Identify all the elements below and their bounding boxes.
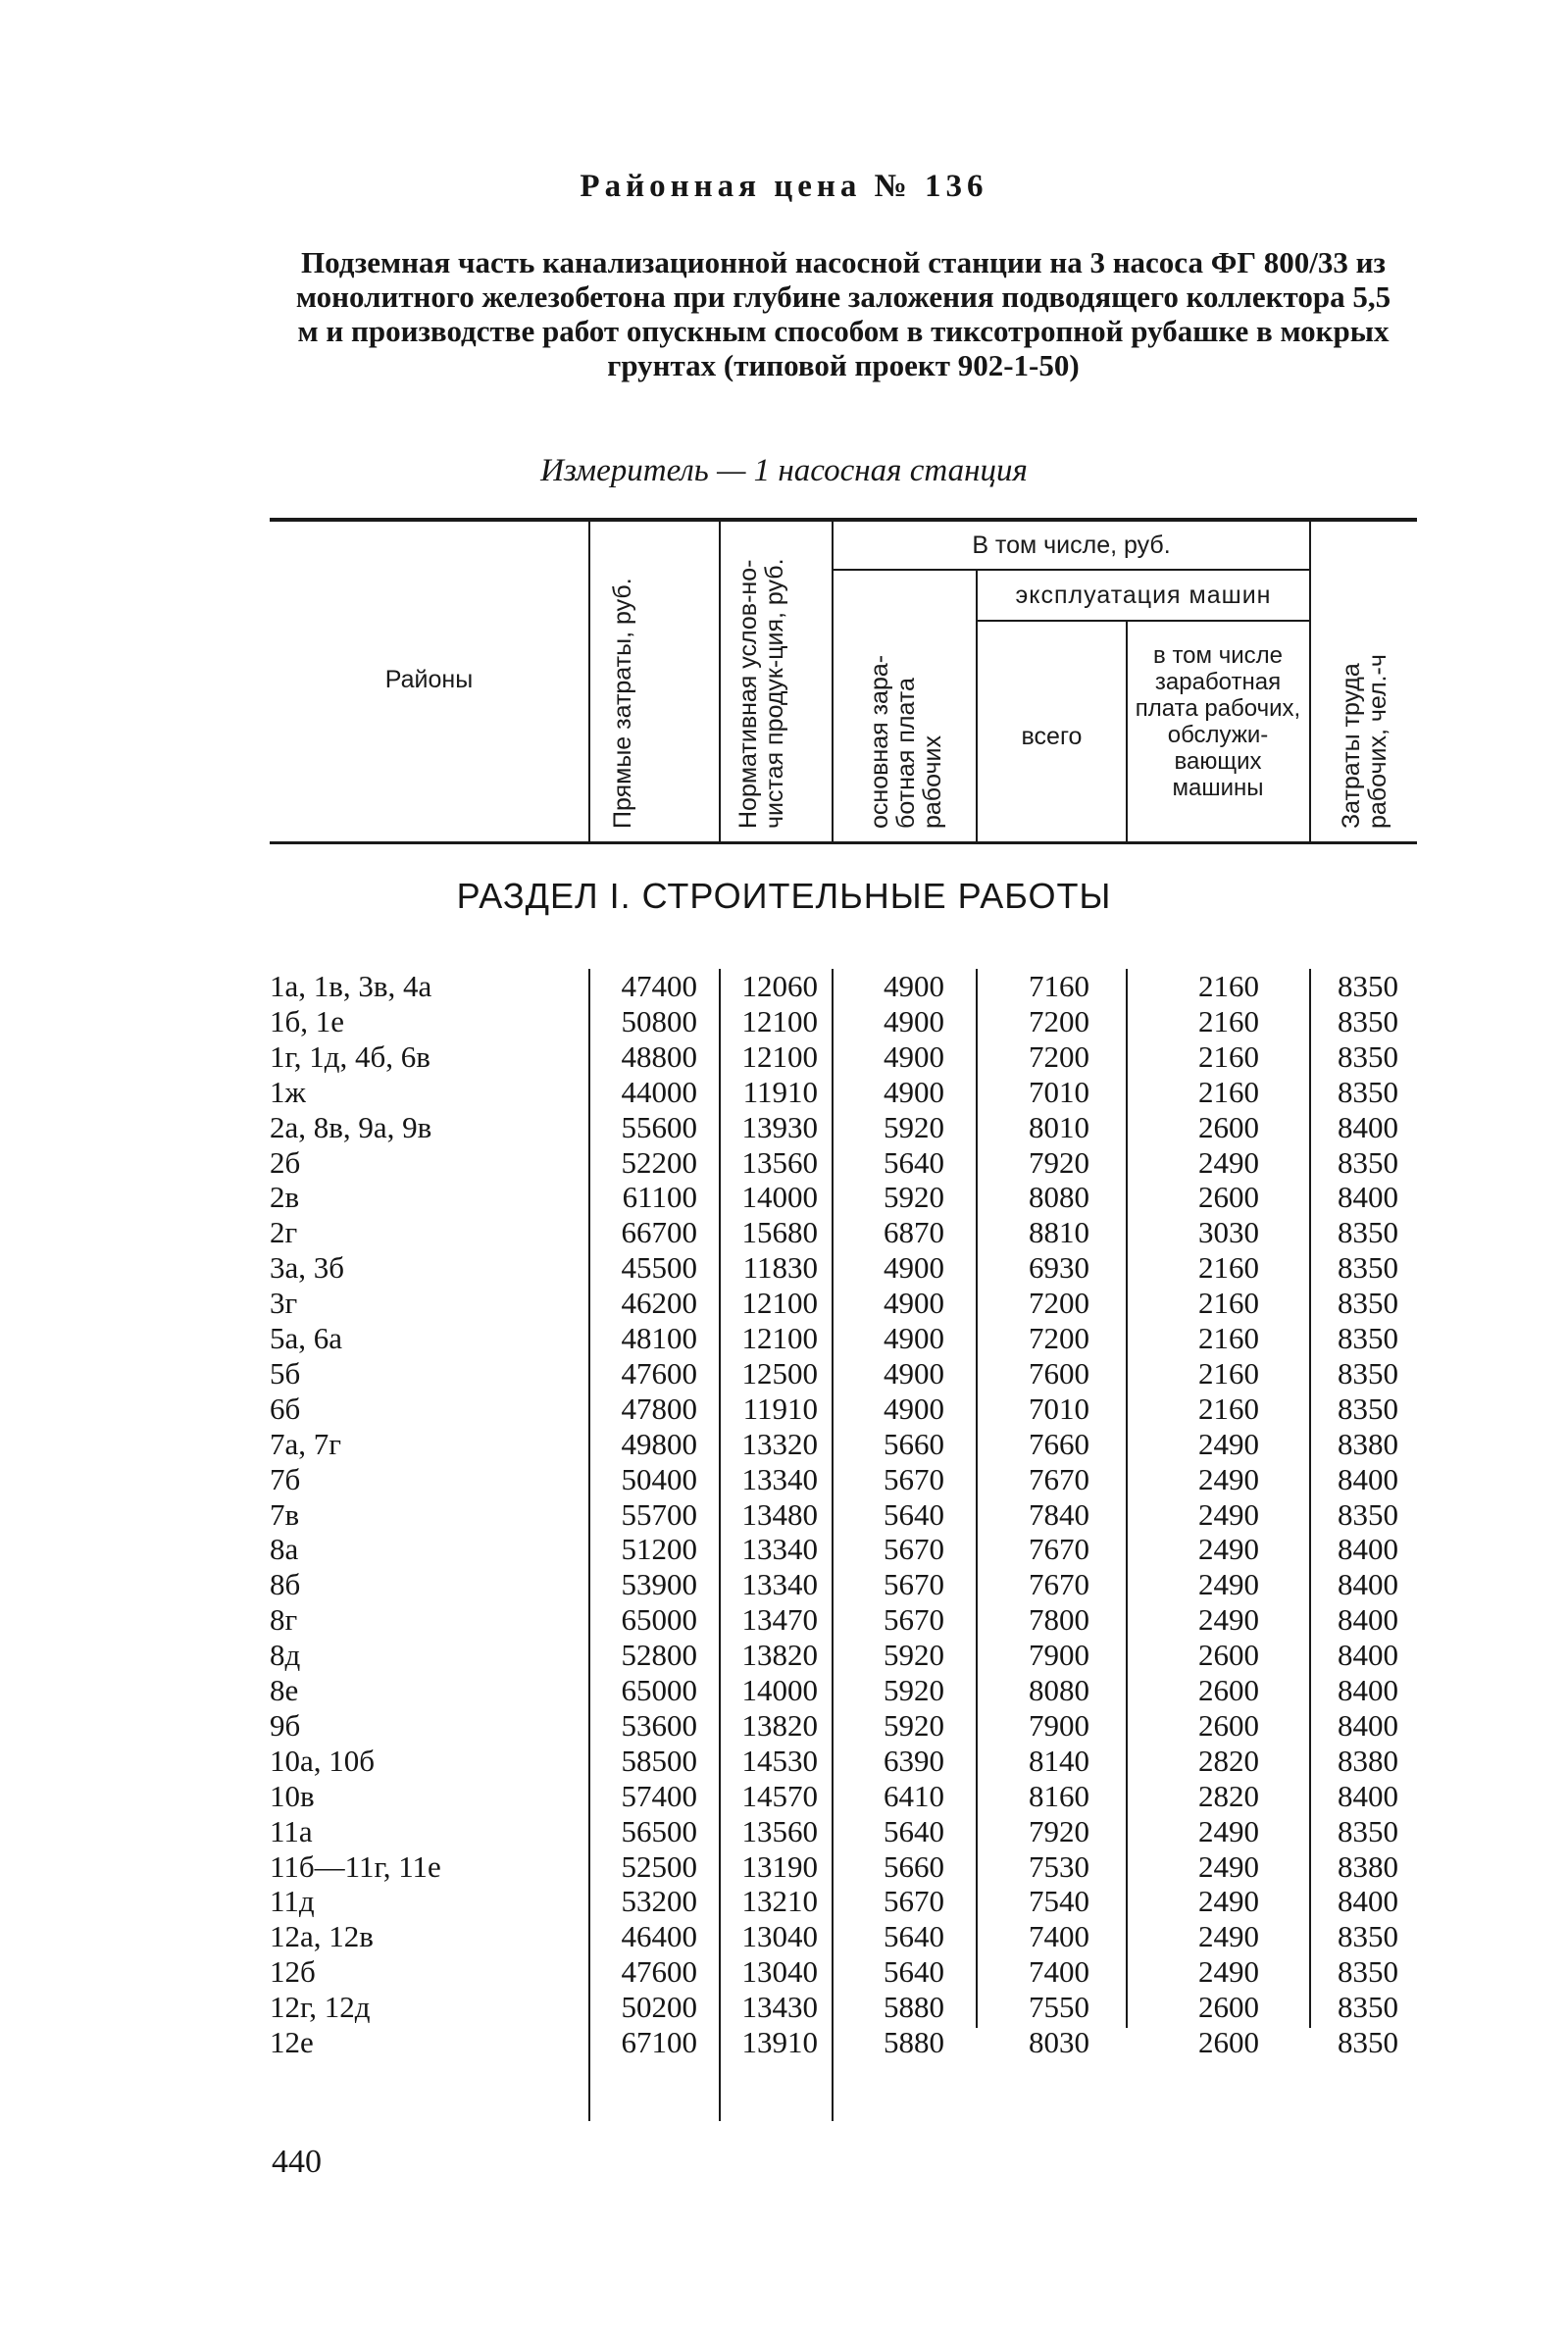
cell-region: 6б <box>270 1391 301 1426</box>
cell-machine-wage: 2820 <box>1198 1743 1259 1778</box>
cell-normative-net-product: 12100 <box>741 1321 818 1355</box>
cell-region: 2а, 8в, 9а, 9в <box>270 1109 432 1144</box>
cell-region: 8д <box>270 1638 301 1673</box>
table-row <box>0 1145 1568 1181</box>
cell-region: 10а, 10б <box>270 1743 376 1778</box>
table-row <box>0 1532 1568 1567</box>
header-divider-5 <box>1126 622 1128 841</box>
cell-machine-wage: 3030 <box>1198 1215 1259 1250</box>
cell-base-wage: 6410 <box>884 1778 944 1813</box>
cell-normative-net-product: 13040 <box>741 1954 818 1990</box>
including-group-rule <box>832 569 1309 571</box>
table-row <box>0 1075 1568 1110</box>
cell-machine-wage: 2600 <box>1198 1638 1259 1673</box>
cell-machine-wage: 2160 <box>1198 1286 1259 1321</box>
cell-region: 5б <box>270 1355 301 1391</box>
cell-direct-costs: 49800 <box>621 1426 697 1461</box>
table-row <box>0 1039 1568 1075</box>
table-row <box>0 1954 1568 1990</box>
cell-base-wage: 4900 <box>884 1003 944 1038</box>
cell-machine-wage: 2160 <box>1198 1391 1259 1426</box>
cell-machines-total: 7160 <box>1029 969 1089 1003</box>
cell-machine-wage: 2160 <box>1198 1250 1259 1286</box>
cell-region: 12е <box>270 2025 314 2059</box>
cell-labor: 8380 <box>1338 1426 1398 1461</box>
cell-direct-costs: 55700 <box>621 1496 697 1532</box>
cell-region: 12б <box>270 1954 316 1990</box>
cell-region: 8б <box>270 1567 301 1602</box>
table-row <box>0 1356 1568 1391</box>
cell-machine-wage: 2490 <box>1198 1426 1259 1461</box>
cell-machines-total: 6930 <box>1029 1250 1089 1286</box>
cell-normative-net-product: 12060 <box>741 969 818 1003</box>
cell-region: 8г <box>270 1602 298 1638</box>
table-row <box>0 2025 1568 2060</box>
cell-normative-net-product: 11830 <box>742 1250 818 1286</box>
cell-direct-costs: 53900 <box>621 1567 697 1602</box>
cell-direct-costs: 51200 <box>621 1532 697 1567</box>
cell-labor: 8350 <box>1338 1074 1398 1109</box>
cell-normative-net-product: 11910 <box>742 1391 818 1426</box>
cell-labor: 8400 <box>1338 1602 1398 1638</box>
cell-machines-total: 8080 <box>1029 1180 1089 1215</box>
cell-machines-total: 7540 <box>1029 1884 1089 1919</box>
cell-machine-wage: 2160 <box>1198 1321 1259 1355</box>
table-row <box>0 1744 1568 1779</box>
cell-machines-total: 7900 <box>1029 1707 1089 1743</box>
cell-base-wage: 6390 <box>884 1743 944 1778</box>
cell-machine-wage: 2600 <box>1198 1180 1259 1215</box>
cell-region: 11д <box>270 1884 315 1919</box>
cell-base-wage: 5920 <box>884 1180 944 1215</box>
cell-machines-total: 7530 <box>1029 1848 1089 1884</box>
cell-direct-costs: 56500 <box>621 1813 697 1848</box>
cell-region: 2г <box>270 1215 298 1250</box>
cell-labor: 8350 <box>1338 969 1398 1003</box>
cell-direct-costs: 47400 <box>621 969 697 1003</box>
cell-normative-net-product: 13320 <box>741 1426 818 1461</box>
cell-labor: 8380 <box>1338 1743 1398 1778</box>
header-divider-1 <box>588 522 590 841</box>
cell-direct-costs: 65000 <box>621 1602 697 1638</box>
cell-normative-net-product: 14570 <box>741 1778 818 1813</box>
cell-region: 3а, 3б <box>270 1250 345 1286</box>
table-row <box>0 1602 1568 1638</box>
cell-machine-wage: 2160 <box>1198 969 1259 1003</box>
cell-labor: 8350 <box>1338 1215 1398 1250</box>
cell-region: 2б <box>270 1144 301 1180</box>
column-header-labor: Затраты труда рабочих, чел.-ч <box>1338 654 1391 829</box>
cell-direct-costs: 53200 <box>621 1884 697 1919</box>
cell-machines-total: 7550 <box>1029 1990 1089 2025</box>
table-row <box>0 1004 1568 1039</box>
cell-normative-net-product: 13040 <box>741 1919 818 1954</box>
table-row <box>0 1990 1568 2025</box>
column-header-including-group: В том числе, руб. <box>972 531 1171 559</box>
column-header-machine-operation: эксплуатация машин <box>1015 582 1272 609</box>
table-row <box>0 1180 1568 1215</box>
column-header-base-wage: основная зара-ботная плата рабочих <box>866 654 946 829</box>
cell-machines-total: 7670 <box>1029 1461 1089 1496</box>
cell-normative-net-product: 13560 <box>741 1144 818 1180</box>
cell-base-wage: 5640 <box>884 1813 944 1848</box>
cell-labor: 8350 <box>1338 1144 1398 1180</box>
cell-normative-net-product: 12100 <box>741 1003 818 1038</box>
cell-base-wage: 4900 <box>884 1038 944 1074</box>
table-row <box>0 1110 1568 1145</box>
cell-direct-costs: 52500 <box>621 1848 697 1884</box>
cell-direct-costs: 61100 <box>622 1180 697 1215</box>
cell-base-wage: 5920 <box>884 1638 944 1673</box>
cell-base-wage: 5670 <box>884 1461 944 1496</box>
cell-machine-wage: 2160 <box>1198 1038 1259 1074</box>
cell-machines-total: 7900 <box>1029 1638 1089 1673</box>
cell-machine-wage: 2490 <box>1198 1567 1259 1602</box>
cell-base-wage: 5880 <box>884 2025 944 2059</box>
header-divider-3 <box>832 522 834 841</box>
cell-base-wage: 5670 <box>884 1884 944 1919</box>
cell-machines-total: 7200 <box>1029 1321 1089 1355</box>
cell-machines-total: 7920 <box>1029 1813 1089 1848</box>
table-row <box>0 1814 1568 1849</box>
cell-labor: 8400 <box>1338 1109 1398 1144</box>
header-divider-2 <box>719 522 721 841</box>
header-divider-4 <box>976 571 978 841</box>
column-header-region: Районы <box>384 666 474 693</box>
cell-base-wage: 5660 <box>884 1426 944 1461</box>
cell-base-wage: 4900 <box>884 969 944 1003</box>
cell-labor: 8350 <box>1338 1496 1398 1532</box>
cell-machine-wage: 2600 <box>1198 1990 1259 2025</box>
cell-labor: 8400 <box>1338 1180 1398 1215</box>
cell-labor: 8350 <box>1338 1321 1398 1355</box>
cell-machine-wage: 2490 <box>1198 1848 1259 1884</box>
cell-base-wage: 4900 <box>884 1355 944 1391</box>
cell-machines-total: 7660 <box>1029 1426 1089 1461</box>
cell-machines-total: 7670 <box>1029 1567 1089 1602</box>
cell-normative-net-product: 13430 <box>741 1990 818 2025</box>
cell-normative-net-product: 13820 <box>741 1707 818 1743</box>
cell-normative-net-product: 13930 <box>741 1109 818 1144</box>
cell-direct-costs: 52200 <box>621 1144 697 1180</box>
cell-normative-net-product: 12100 <box>741 1286 818 1321</box>
cell-region: 12а, 12в <box>270 1919 374 1954</box>
cell-machine-wage: 2490 <box>1198 1602 1259 1638</box>
cell-region: 8а <box>270 1532 299 1567</box>
cell-direct-costs: 65000 <box>621 1673 697 1707</box>
cell-machines-total: 8080 <box>1029 1673 1089 1707</box>
table-row <box>0 1215 1568 1250</box>
table-row <box>0 1919 1568 1954</box>
price-subtitle: Подземная часть канализационной насосной станции на 3 насоса ФГ 800/33 из монолитного железобетона при глубине заложения подводящего коллектора 5,5 м и производстве работ опускным способом в тиксотропной рубашке в мокрых грунтах (типовой проект 902-1-50) <box>295 245 1391 382</box>
cell-direct-costs: 57400 <box>621 1778 697 1813</box>
cell-base-wage: 5670 <box>884 1602 944 1638</box>
cell-base-wage: 5640 <box>884 1919 944 1954</box>
table-row <box>0 1286 1568 1321</box>
cell-machines-total: 8010 <box>1029 1109 1089 1144</box>
cell-base-wage: 4900 <box>884 1074 944 1109</box>
cell-labor: 8400 <box>1338 1638 1398 1673</box>
cell-base-wage: 4900 <box>884 1391 944 1426</box>
cell-machine-wage: 2160 <box>1198 1074 1259 1109</box>
cell-labor: 8380 <box>1338 1848 1398 1884</box>
table-row <box>0 969 1568 1004</box>
cell-machines-total: 8030 <box>1029 2025 1089 2059</box>
cell-labor: 8350 <box>1338 1391 1398 1426</box>
cell-machines-total: 7010 <box>1029 1391 1089 1426</box>
cell-labor: 8350 <box>1338 1813 1398 1848</box>
cell-labor: 8400 <box>1338 1673 1398 1707</box>
cell-machines-total: 7800 <box>1029 1602 1089 1638</box>
cell-normative-net-product: 12100 <box>741 1038 818 1074</box>
cell-normative-net-product: 13340 <box>741 1532 818 1567</box>
cell-base-wage: 4900 <box>884 1321 944 1355</box>
table-header-bottom-rule <box>270 841 1417 844</box>
cell-direct-costs: 46200 <box>621 1286 697 1321</box>
cell-machine-wage: 2600 <box>1198 1109 1259 1144</box>
cell-machine-wage: 2160 <box>1198 1003 1259 1038</box>
cell-direct-costs: 47800 <box>621 1391 697 1426</box>
cell-machines-total: 7920 <box>1029 1144 1089 1180</box>
table-row <box>0 1321 1568 1356</box>
cell-region: 3г <box>270 1286 298 1321</box>
cell-normative-net-product: 13820 <box>741 1638 818 1673</box>
cell-normative-net-product: 14000 <box>741 1673 818 1707</box>
cell-region: 1а, 1в, 3в, 4а <box>270 969 432 1003</box>
cell-normative-net-product: 14000 <box>741 1180 818 1215</box>
cell-machine-wage: 2490 <box>1198 1532 1259 1567</box>
page-number: 440 <box>272 2144 322 2180</box>
cell-region: 7б <box>270 1461 301 1496</box>
cell-direct-costs: 52800 <box>621 1638 697 1673</box>
cell-machine-wage: 2490 <box>1198 1144 1259 1180</box>
cell-base-wage: 5920 <box>884 1109 944 1144</box>
cell-labor: 8350 <box>1338 1250 1398 1286</box>
cell-region: 10в <box>270 1778 315 1813</box>
table-row <box>0 1497 1568 1533</box>
cell-direct-costs: 48100 <box>621 1321 697 1355</box>
cell-region: 11б—11г, 11е <box>270 1848 441 1884</box>
cell-region: 7в <box>270 1496 300 1532</box>
cell-labor: 8400 <box>1338 1884 1398 1919</box>
cell-region: 8е <box>270 1673 299 1707</box>
cell-direct-costs: 50400 <box>621 1461 697 1496</box>
cell-machine-wage: 2490 <box>1198 1884 1259 1919</box>
cell-region: 7а, 7г <box>270 1426 341 1461</box>
cell-direct-costs: 44000 <box>621 1074 697 1109</box>
cell-labor: 8350 <box>1338 1954 1398 1990</box>
cell-machine-wage: 2490 <box>1198 1919 1259 1954</box>
meter-label: Измеритель — 1 насосная станция <box>540 453 1028 488</box>
table-row <box>0 1391 1568 1427</box>
cell-labor: 8400 <box>1338 1567 1398 1602</box>
cell-machines-total: 7200 <box>1029 1003 1089 1038</box>
cell-base-wage: 5640 <box>884 1496 944 1532</box>
cell-labor: 8350 <box>1338 1355 1398 1391</box>
cell-machine-wage: 2820 <box>1198 1778 1259 1813</box>
cell-machine-wage: 2160 <box>1198 1355 1259 1391</box>
cell-base-wage: 5670 <box>884 1532 944 1567</box>
column-header-machines-total: всего <box>1021 723 1083 750</box>
cell-base-wage: 4900 <box>884 1250 944 1286</box>
cell-machine-wage: 2490 <box>1198 1461 1259 1496</box>
table-row <box>0 1567 1568 1602</box>
cell-machines-total: 7010 <box>1029 1074 1089 1109</box>
cell-direct-costs: 46400 <box>621 1919 697 1954</box>
cell-base-wage: 5640 <box>884 1144 944 1180</box>
cell-labor: 8400 <box>1338 1532 1398 1567</box>
cell-machine-wage: 2600 <box>1198 1673 1259 1707</box>
section-title: РАЗДЕЛ I. СТРОИТЕЛЬНЫЕ РАБОТЫ <box>456 876 1112 916</box>
table-row <box>0 1250 1568 1286</box>
cell-base-wage: 5640 <box>884 1954 944 1990</box>
cell-labor: 8400 <box>1338 1461 1398 1496</box>
table-row <box>0 1673 1568 1708</box>
cell-machines-total: 7200 <box>1029 1038 1089 1074</box>
cell-base-wage: 5880 <box>884 1990 944 2025</box>
cell-base-wage: 5670 <box>884 1567 944 1602</box>
cell-normative-net-product: 13470 <box>741 1602 818 1638</box>
cell-region: 12г, 12д <box>270 1990 371 2025</box>
cell-machines-total: 7670 <box>1029 1532 1089 1567</box>
cell-base-wage: 5660 <box>884 1848 944 1884</box>
cell-direct-costs: 66700 <box>621 1215 697 1250</box>
table-row <box>0 1462 1568 1497</box>
table-row <box>0 1849 1568 1885</box>
cell-machines-total: 8160 <box>1029 1778 1089 1813</box>
table-row <box>0 1427 1568 1462</box>
cell-normative-net-product: 13340 <box>741 1461 818 1496</box>
cell-direct-costs: 55600 <box>621 1109 697 1144</box>
table-row <box>0 1638 1568 1673</box>
cell-machines-total: 7840 <box>1029 1496 1089 1532</box>
cell-labor: 8400 <box>1338 1778 1398 1813</box>
cell-machines-total: 7200 <box>1029 1286 1089 1321</box>
cell-direct-costs: 50200 <box>621 1990 697 2025</box>
cell-direct-costs: 58500 <box>621 1743 697 1778</box>
cell-direct-costs: 50800 <box>621 1003 697 1038</box>
table-row <box>0 1884 1568 1919</box>
table-row <box>0 1708 1568 1744</box>
cell-normative-net-product: 15680 <box>741 1215 818 1250</box>
cell-direct-costs: 45500 <box>621 1250 697 1286</box>
cell-machines-total: 7400 <box>1029 1954 1089 1990</box>
cell-machine-wage: 2490 <box>1198 1496 1259 1532</box>
cell-region: 1б, 1е <box>270 1003 345 1038</box>
cell-machines-total: 7400 <box>1029 1919 1089 1954</box>
cell-region: 2в <box>270 1180 300 1215</box>
header-divider-6 <box>1309 522 1311 841</box>
cell-machine-wage: 2490 <box>1198 1954 1259 1990</box>
cell-normative-net-product: 13560 <box>741 1813 818 1848</box>
cell-labor: 8350 <box>1338 1038 1398 1074</box>
cell-labor: 8400 <box>1338 1707 1398 1743</box>
cell-machines-total: 8810 <box>1029 1215 1089 1250</box>
column-header-incl-machine-wage: в том числе заработная плата рабочих, обслужи-вающих машины <box>1135 642 1301 801</box>
cell-region: 5а, 6а <box>270 1321 343 1355</box>
cell-region: 1ж <box>270 1074 306 1109</box>
cell-normative-net-product: 13340 <box>741 1567 818 1602</box>
cell-direct-costs: 48800 <box>621 1038 697 1074</box>
cell-normative-net-product: 12500 <box>741 1355 818 1391</box>
cell-machine-wage: 2600 <box>1198 1707 1259 1743</box>
cell-normative-net-product: 13210 <box>741 1884 818 1919</box>
cell-normative-net-product: 13190 <box>741 1848 818 1884</box>
cell-base-wage: 5920 <box>884 1673 944 1707</box>
cell-region: 1г, 1д, 4б, 6в <box>270 1038 430 1074</box>
column-header-direct-costs: Прямые затраты, руб. <box>609 578 636 829</box>
machine-operation-rule <box>976 620 1309 622</box>
column-header-normative-net-product: Нормативная услов-но-чистая продук-ция, руб. <box>734 558 788 829</box>
cell-labor: 8350 <box>1338 1919 1398 1954</box>
cell-normative-net-product: 13480 <box>741 1496 818 1532</box>
cell-normative-net-product: 11910 <box>742 1074 818 1109</box>
cell-base-wage: 5920 <box>884 1707 944 1743</box>
cell-labor: 8350 <box>1338 1990 1398 2025</box>
cell-labor: 8350 <box>1338 1286 1398 1321</box>
cell-region: 11а <box>270 1813 313 1848</box>
table-row <box>0 1779 1568 1814</box>
cell-region: 9б <box>270 1707 301 1743</box>
cell-labor: 8350 <box>1338 2025 1398 2059</box>
cell-normative-net-product: 13910 <box>741 2025 818 2059</box>
cell-direct-costs: 67100 <box>621 2025 697 2059</box>
price-title: Районная цена № 136 <box>580 169 988 204</box>
cell-normative-net-product: 14530 <box>741 1743 818 1778</box>
cell-base-wage: 4900 <box>884 1286 944 1321</box>
cell-labor: 8350 <box>1338 1003 1398 1038</box>
cell-machine-wage: 2600 <box>1198 2025 1259 2059</box>
cell-direct-costs: 47600 <box>621 1355 697 1391</box>
cell-direct-costs: 53600 <box>621 1707 697 1743</box>
cell-machines-total: 8140 <box>1029 1743 1089 1778</box>
cell-direct-costs: 47600 <box>621 1954 697 1990</box>
cell-machine-wage: 2490 <box>1198 1813 1259 1848</box>
table-top-rule <box>270 518 1417 522</box>
cell-machines-total: 7600 <box>1029 1355 1089 1391</box>
cell-base-wage: 6870 <box>884 1215 944 1250</box>
